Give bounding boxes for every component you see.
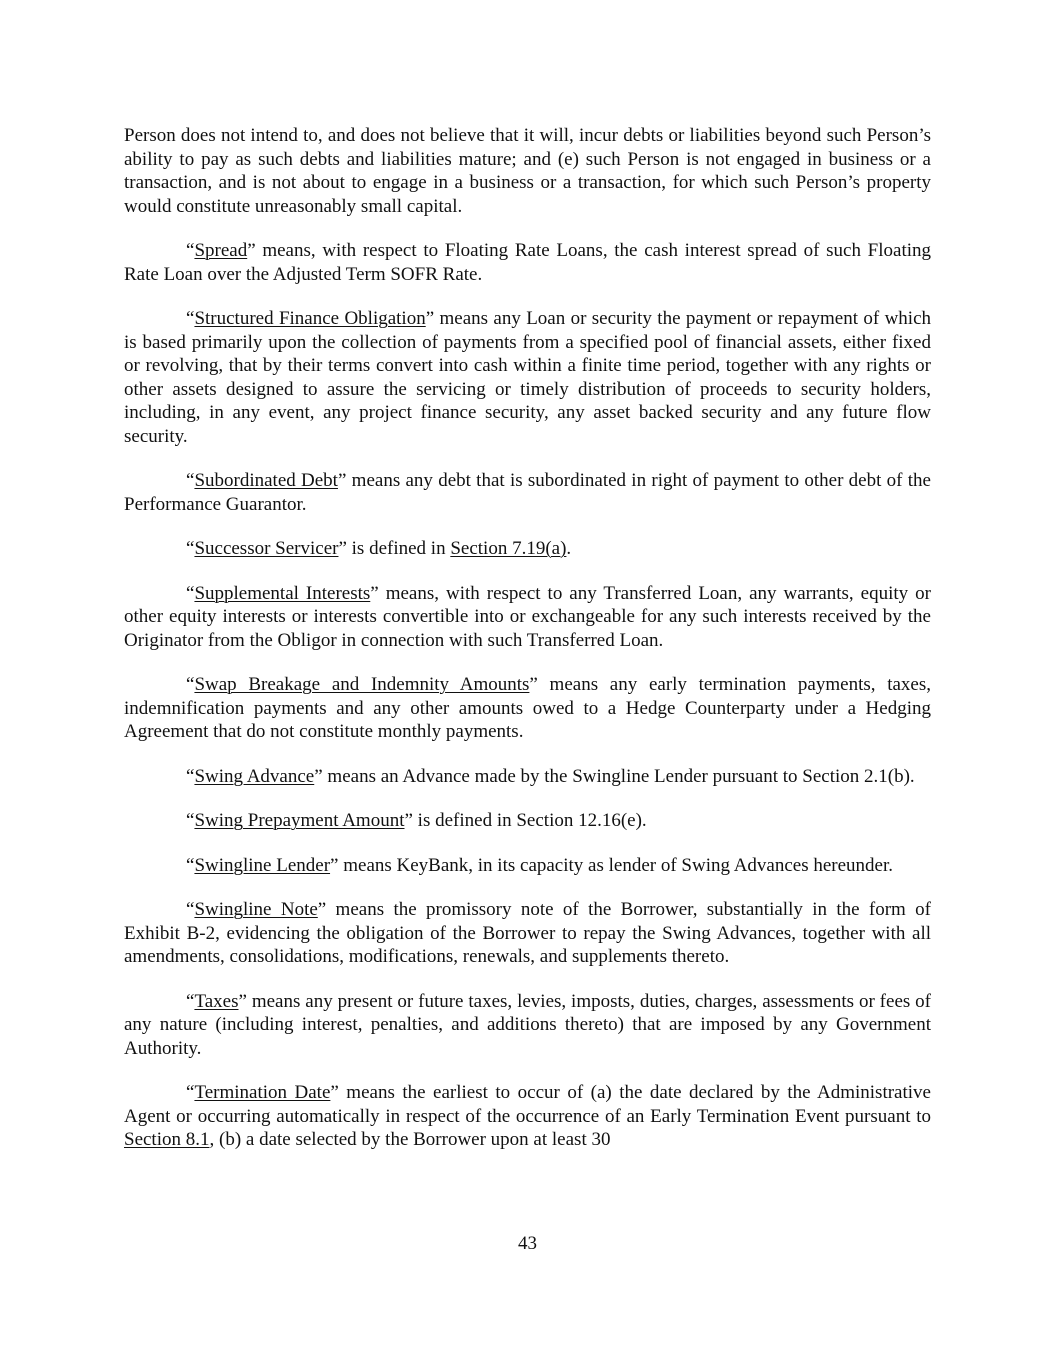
- paragraph-text: “: [186, 538, 195, 559]
- paragraph-text: , (b) a date selected by the Borrower upon at least 30: [209, 1129, 611, 1150]
- paragraph-text: ” means, with respect to Floating Rate Loans, the cash interest spread of such Floating Rate Loan over the Adjusted Term SOFR Rate.: [124, 240, 931, 285]
- defined-term-underlined: Swingline Note: [194, 899, 318, 920]
- paragraph-text: ” means any early termination payments, taxes, indemnification payments and any other amounts owed to a Hedge Counterparty under a Hedging Agreement that do not constitute monthly payments.: [124, 674, 932, 742]
- definition-paragraph: [124, 1081, 931, 1152]
- definition-paragraph: [124, 537, 931, 561]
- document-body: [124, 124, 931, 1152]
- defined-term-underlined: Section 8.1: [124, 1129, 210, 1150]
- defined-term-underlined: Subordinated Debt: [194, 470, 338, 491]
- paragraph-text: ” is defined in Section 12.16(e).: [404, 810, 647, 831]
- defined-term-underlined: Swap Breakage and Indemnity Amounts: [194, 674, 530, 695]
- definition-paragraph: [124, 990, 931, 1061]
- page-number: 43: [518, 1233, 537, 1254]
- paragraph-text: ” means, with respect to any Transferred Loan, any warrants, equity or other equity interests or interests convertible into or exchangeable for any such interests received by the Originator from the Obligor in connection with such Transferred Loan.: [124, 582, 931, 651]
- definition-paragraph: [124, 673, 931, 744]
- paragraph-text: “: [186, 899, 195, 920]
- paragraph-text: ” means any present or future taxes, levies, imposts, duties, charges, assessments or fees of any nature (including interest, penalties, and additions thereto) that are imposed by any Government Authority.: [124, 990, 931, 1059]
- defined-term-underlined: Swing Prepayment Amount: [194, 810, 405, 831]
- defined-term-underlined: Structured Finance Obligation: [194, 308, 426, 329]
- definition-paragraph: [124, 307, 931, 448]
- paragraph-text: “: [186, 990, 195, 1012]
- paragraph-text: ” is defined in: [338, 538, 451, 559]
- definition-paragraph: [124, 809, 931, 833]
- defined-term-underlined: Successor Servicer: [194, 538, 339, 559]
- defined-term-underlined: Swing Advance: [194, 765, 315, 787]
- definition-paragraph: [124, 239, 931, 286]
- definition-paragraph: [124, 898, 931, 969]
- paragraph-text: .: [566, 538, 572, 559]
- defined-term-underlined: Section 7.19(a): [450, 538, 567, 559]
- defined-term-underlined: Taxes: [194, 990, 239, 1012]
- paragraph-text: “: [186, 240, 195, 261]
- paragraph-text: “: [186, 1082, 195, 1103]
- paragraph-text: ” means the promissory note of the Borrower, substantially in the form of Exhibit B-2, evidencing the obligation of the Borrower to repay the Swing Advances, together with all amendments, consolidations, modifications, renewals, and supplements thereto.: [124, 899, 931, 967]
- paragraph-text: ” means an Advance made by the Swingline Lender pursuant to Section 2.1(b).: [314, 765, 915, 787]
- paragraph-text: “: [186, 470, 195, 491]
- definition-paragraph: [124, 124, 931, 218]
- paragraph-text: “: [186, 674, 195, 695]
- paragraph-text: ” means the earliest to occur of (a) the date declared by the Administrative Agent or occurring automatically in respect of the occurrence of an Early Termination Event pursuant to: [124, 1082, 931, 1127]
- defined-term-underlined: Supplemental Interests: [194, 582, 371, 604]
- definition-paragraph: [124, 854, 931, 878]
- paragraph-text: “: [186, 854, 195, 876]
- definition-paragraph: [124, 765, 931, 789]
- paragraph-text: “: [186, 308, 195, 329]
- paragraph-text: Person does not intend to, and does not believe that it will, incur debts or liabilities beyond such Person’s ability to pay as such debts and liabilities mature; and (e) such Person is not engaged in business or a transaction, and is not about to engage in a business or a transaction, for which such Person’s property would constitute unreasonably small capital.: [124, 125, 931, 217]
- defined-term-underlined: Termination Date: [194, 1082, 331, 1103]
- paragraph-text: “: [186, 810, 195, 831]
- paragraph-text: “: [186, 765, 195, 787]
- definition-paragraph: [124, 469, 931, 516]
- paragraph-text: “: [186, 582, 195, 604]
- defined-term-underlined: Spread: [194, 240, 248, 261]
- paragraph-text: ” means any Loan or security the payment or repayment of which is based primarily upon the collection of payments from a specified pool of financial assets, either fixed or revolving, that by their terms convert into cash within a finite time period, together with any rights or other assets designed to assure the servicing or timely distribution of proceeds to security holders, including, in any event, any project finance security, any asset backed security and any future flow security.: [124, 308, 931, 447]
- paragraph-text: ” means KeyBank, in its capacity as lender of Swing Advances hereunder.: [330, 854, 894, 876]
- document-page: [124, 124, 931, 1173]
- defined-term-underlined: Swingline Lender: [194, 854, 331, 876]
- paragraph-text: ” means any debt that is subordinated in right of payment to other debt of the Performance Guarantor.: [124, 470, 931, 515]
- definition-paragraph: [124, 582, 931, 653]
